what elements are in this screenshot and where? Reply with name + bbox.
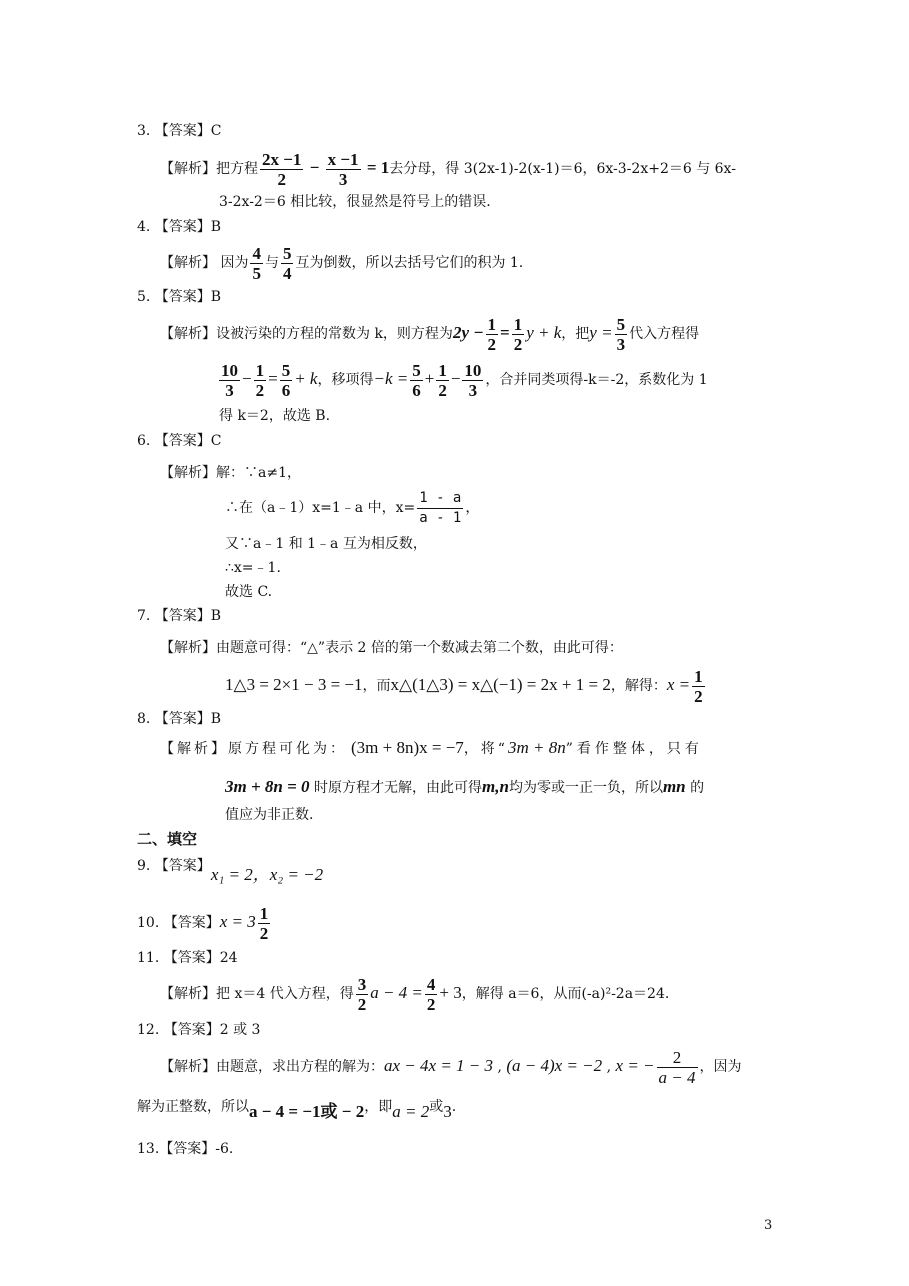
q7-answer: 7. 【答案】B <box>137 608 222 624</box>
q8-line1: 【解析】原方程可化为： (3m + 8n)x = −7，将“3m + 8n”看作整体，只有 <box>160 738 703 757</box>
q8-line2: 3m + 8n = 0 时原方程才无解，由此可得m,n均为零或一正一负，所以mn 的 <box>225 777 705 796</box>
q6-line5: 故选 C. <box>225 584 273 600</box>
q6-line4: ∴x=﹣1. <box>225 560 281 576</box>
q3-pre: 【解析】把方程 <box>160 161 258 177</box>
q9-answer: 9. 【答案】x₁ = 2，x₂ = −2 <box>137 858 324 884</box>
q6-answer: 6. 【答案】C <box>137 433 222 449</box>
q5-analysis-line2: $\frac{10}{3}$ − $\frac{1}{2}$ = $\frac{5}{6}$ + k，移项得−k = $\frac{5}{6}$ + $\frac{1}{2}$ − $\frac{10}{3}$ ，合并同类项得-k＝-2，系数化为 1 <box>221 360 708 400</box>
q12-line2: 解为正整数，所以a − 4 = −1或 − 2，即a = 2或3. <box>137 1099 457 1121</box>
q4-frac2: $\frac{5}{4}$ <box>282 243 292 283</box>
page-number: 3 <box>764 1218 773 1233</box>
q3-analysis-line1: 【解析】把方程 $\frac{2x -1}{2}$ − $\frac{x -1}{3}$ = 1去分母，得 3(2x-1)-2(x-1)＝6，6x-3-2x+2＝6 与 6x- <box>160 149 736 189</box>
q11-analysis: 【解析】把 x＝4 代入方程，得 $\frac{3}{2}$ a − 4 = $\frac{4}{2}$ + 3，解得 a＝6，从而(-a)²-2a＝24. <box>160 974 670 1014</box>
q12-line1: 【解析】由题意，求出方程的解为：ax − 4x = 1 − 3 , (a − 4)x = −2 , x = − $\frac{2}{a - 4}$ ，因为 <box>160 1047 742 1087</box>
q4-frac1: $\frac{4}{5}$ <box>252 243 261 283</box>
q4-analysis: 【解析】 因为 $\frac{4}{5}$ 与 $\frac{5}{4}$ 互为倒数，所以去括号它们的积为 1. <box>160 243 524 283</box>
q5-analysis-line3: 得 k＝2，故选 B. <box>219 408 331 424</box>
q5-analysis-line1: 【解析】设被污染的方程的常数为 k，则方程为2y − $\frac{1}{2}$ = $\frac{1}{2}$ y + k，把y = $\frac{5}{3}$ 代入方程得 <box>160 314 700 354</box>
q3-answer: 3. 【答案】C <box>137 123 222 139</box>
q6-line2: ∴在（a﹣1）x=1﹣a 中，x= $\frac{1 - a}{a - 1}$ ， <box>225 489 480 526</box>
q12-answer: 12. 【答案】2 或 3 <box>137 1022 261 1038</box>
q3-frac1: $\frac{2x -1}{2}$ <box>262 149 302 189</box>
q6-line3: 又∵a﹣1 和 1﹣a 互为相反数， <box>225 536 427 552</box>
section-heading: 二、填空 <box>137 830 198 848</box>
q6-line1: 【解析】解：∵a≠1， <box>160 465 301 481</box>
q8-line3: 值应为非正数. <box>225 807 314 823</box>
q13-answer: 13.【答案】-6. <box>137 1141 234 1157</box>
q4-answer: 4. 【答案】B <box>137 219 222 235</box>
q7-line1: 【解析】由题意可得：“△”表示 2 倍的第一个数减去第二个数，由此可得： <box>160 640 623 656</box>
q3-frac2: $\frac{x -1}{3}$ <box>327 149 359 189</box>
q10-answer: 10. 【答案】x = 3 $\frac{1}{2}$ <box>137 903 269 943</box>
q5-answer: 5. 【答案】B <box>137 289 222 305</box>
q8-answer: 8. 【答案】B <box>137 711 222 727</box>
q7-line2: 1△3 = 2×1 − 3 = −1，而x△(1△3) = x△(−1) = 2x + 1 = 2，解得：x = $\frac{1}{2}$ <box>225 666 703 706</box>
q3-analysis-line2: 3-2x-2＝6 相比较，很显然是符号上的错误. <box>219 194 491 210</box>
q11-answer: 11. 【答案】24 <box>137 950 238 966</box>
